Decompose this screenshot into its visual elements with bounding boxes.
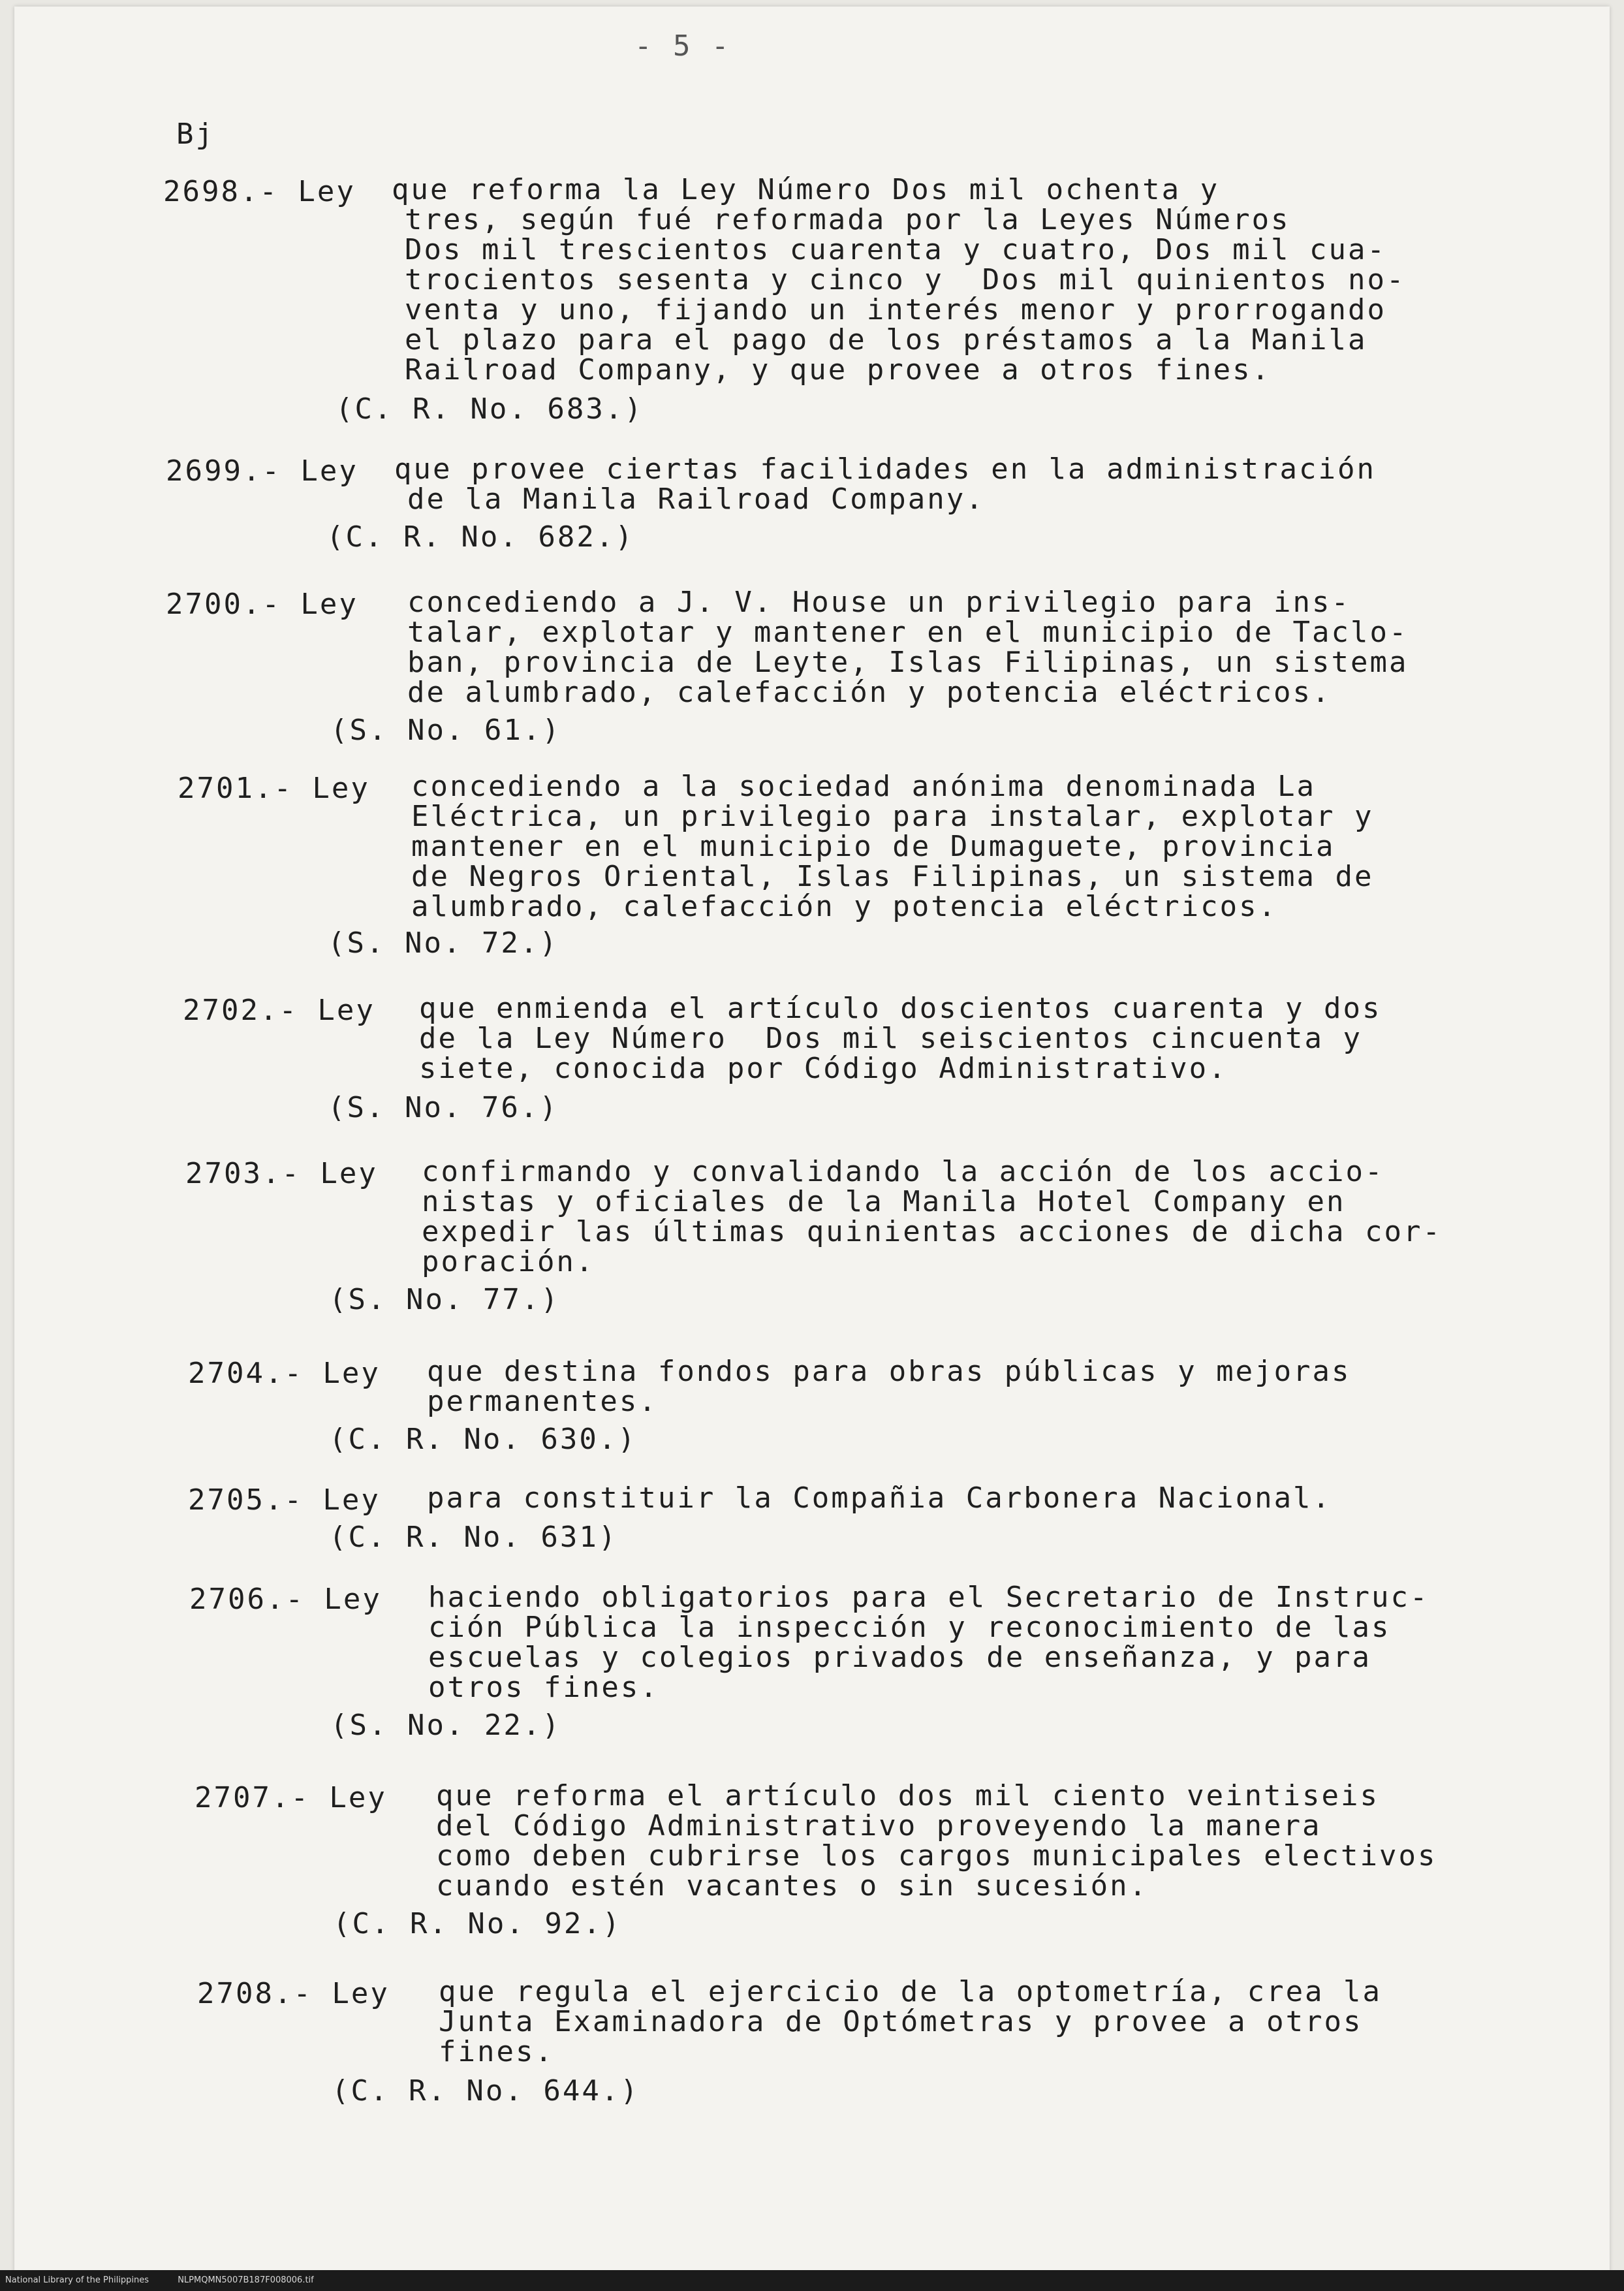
description-line: concediendo a la sociedad anónima denominada La	[411, 770, 1317, 803]
file-id: NLPMQMN5007B187F008006.tif	[178, 2275, 314, 2285]
description-line: que enmienda el artículo doscientos cuarenta y dos	[419, 992, 1382, 1025]
description-line: del Código Administrativo proveyendo la manera	[436, 1809, 1322, 1842]
description-line: Junta Examinadora de Optómetras y provee a otros	[439, 2005, 1363, 2038]
law-number: 2706.- Ley	[189, 1583, 382, 1616]
law-number: 2705.- Ley	[188, 1483, 381, 1517]
description-line: trocientos sesenta y cinco y Dos mil quinientos no-	[405, 263, 1406, 296]
description-line: para constituir la Compañia Carbonera Nacional.	[427, 1481, 1332, 1515]
description-line: otros fines.	[428, 1671, 659, 1704]
bill-reference: (S. No. 61.)	[330, 714, 561, 747]
bill-reference: (S. No. 76.)	[328, 1091, 559, 1124]
bill-reference: (S. No. 22.)	[330, 1709, 561, 1742]
bill-reference: (C. R. No. 630.)	[329, 1423, 637, 1456]
description-line: Dos mil trescientos cuarenta y cuatro, Dos mil cua-	[405, 233, 1387, 266]
law-description	[411, 772, 1374, 922]
description-line: de alumbrado, calefacción y potencia eléctricos.	[407, 676, 1332, 709]
description-line: expedir las últimas quinientas acciones de dicha cor-	[422, 1215, 1442, 1248]
description-line: fines.	[439, 2035, 554, 2068]
bill-reference: (C. R. No. 92.)	[333, 1907, 622, 1940]
description-line: permanentes.	[427, 1385, 658, 1418]
law-number: 2699.- Ley	[166, 454, 358, 488]
description-line: que regula el ejercicio de la optometría, crea la	[439, 1975, 1382, 2008]
description-line: ción Pública la inspección y reconocimiento de las	[428, 1611, 1391, 1644]
description-line: Railroad Company, y que provee a otros fines.	[405, 353, 1272, 387]
description-line: venta y uno, fijando un interés menor y prorrogando	[405, 293, 1387, 326]
description-line: que provee ciertas facilidades en la administración	[394, 452, 1377, 486]
library-credit: National Library of the Philippines	[5, 2275, 149, 2285]
description-line: confirmando y convalidando la acción de los accio-	[422, 1155, 1384, 1188]
description-line: talar, explotar y mantener en el municipio de Taclo-	[407, 616, 1409, 649]
law-description	[419, 994, 1382, 1084]
bill-reference: (C. R. No. 682.)	[326, 520, 634, 554]
bill-reference: (S. No. 72.)	[328, 926, 559, 960]
description-line: tres, según fué reformada por la Leyes Números	[405, 203, 1290, 236]
description-line: que reforma la Ley Número Dos mil ochenta y	[392, 173, 1220, 206]
law-description	[439, 1977, 1382, 2067]
description-line: que reforma el artículo dos mil ciento veintiseis	[436, 1779, 1380, 1812]
law-description	[427, 1357, 1351, 1417]
bill-reference: (C. R. No. 631)	[329, 1521, 618, 1554]
law-description	[436, 1781, 1437, 1901]
bill-reference: (C. R. No. 683.)	[336, 392, 644, 426]
page-label: Bj	[176, 118, 215, 151]
bill-reference: (C. R. No. 644.)	[332, 2074, 640, 2108]
law-description	[422, 1157, 1442, 1277]
law-number: 2700.- Ley	[166, 588, 358, 621]
description-line: el plazo para el pago de los préstamos a la Manila	[405, 323, 1367, 356]
description-line: haciendo obligatorios para el Secretario de Instruc-	[428, 1581, 1429, 1614]
description-line: de Negros Oriental, Islas Filipinas, un sistema de	[411, 860, 1374, 893]
law-number: 2703.- Ley	[185, 1157, 378, 1190]
description-line: de la Ley Número Dos mil seiscientos cincuenta y	[419, 1022, 1363, 1055]
description-line: poración.	[422, 1245, 595, 1278]
description-line: alumbrado, calefacción y potencia eléctricos.	[411, 890, 1278, 923]
law-number: 2701.- Ley	[178, 772, 370, 805]
document-page	[14, 7, 1610, 2272]
footer-bar	[0, 2270, 1624, 2291]
law-description	[394, 454, 1376, 514]
description-line: mantener en el municipio de Dumaguete, provincia	[411, 830, 1335, 863]
law-number: 2704.- Ley	[188, 1357, 381, 1390]
law-description	[427, 1483, 1332, 1513]
description-line: como deben cubrirse los cargos municipales electivos	[436, 1839, 1437, 1872]
law-number: 2707.- Ley	[195, 1781, 387, 1814]
description-line: concediendo a J. V. House un privilegio para ins-	[407, 586, 1351, 619]
description-line: siete, conocida por Código Administrativo.	[419, 1052, 1228, 1085]
law-number: 2702.- Ley	[183, 994, 375, 1027]
description-line: nistas y oficiales de la Manila Hotel Company en	[422, 1185, 1346, 1218]
description-line: Eléctrica, un privilegio para instalar, explotar y	[411, 800, 1374, 833]
page-number: - 5 -	[634, 29, 731, 63]
law-description	[428, 1583, 1429, 1703]
law-number: 2708.- Ley	[197, 1977, 390, 2010]
law-description	[407, 588, 1409, 708]
description-line: cuando estén vacantes o sin sucesión.	[436, 1869, 1149, 1903]
description-line: ban, provincia de Leyte, Islas Filipinas, un sistema	[407, 646, 1409, 679]
description-line: de la Manila Railroad Company.	[407, 482, 985, 516]
description-line: que destina fondos para obras públicas y mejoras	[427, 1355, 1351, 1388]
law-number: 2698.- Ley	[163, 175, 356, 208]
law-description	[392, 175, 1406, 385]
description-line: escuelas y colegios privados de enseñanza, y para	[428, 1641, 1372, 1674]
bill-reference: (S. No. 77.)	[329, 1283, 560, 1316]
